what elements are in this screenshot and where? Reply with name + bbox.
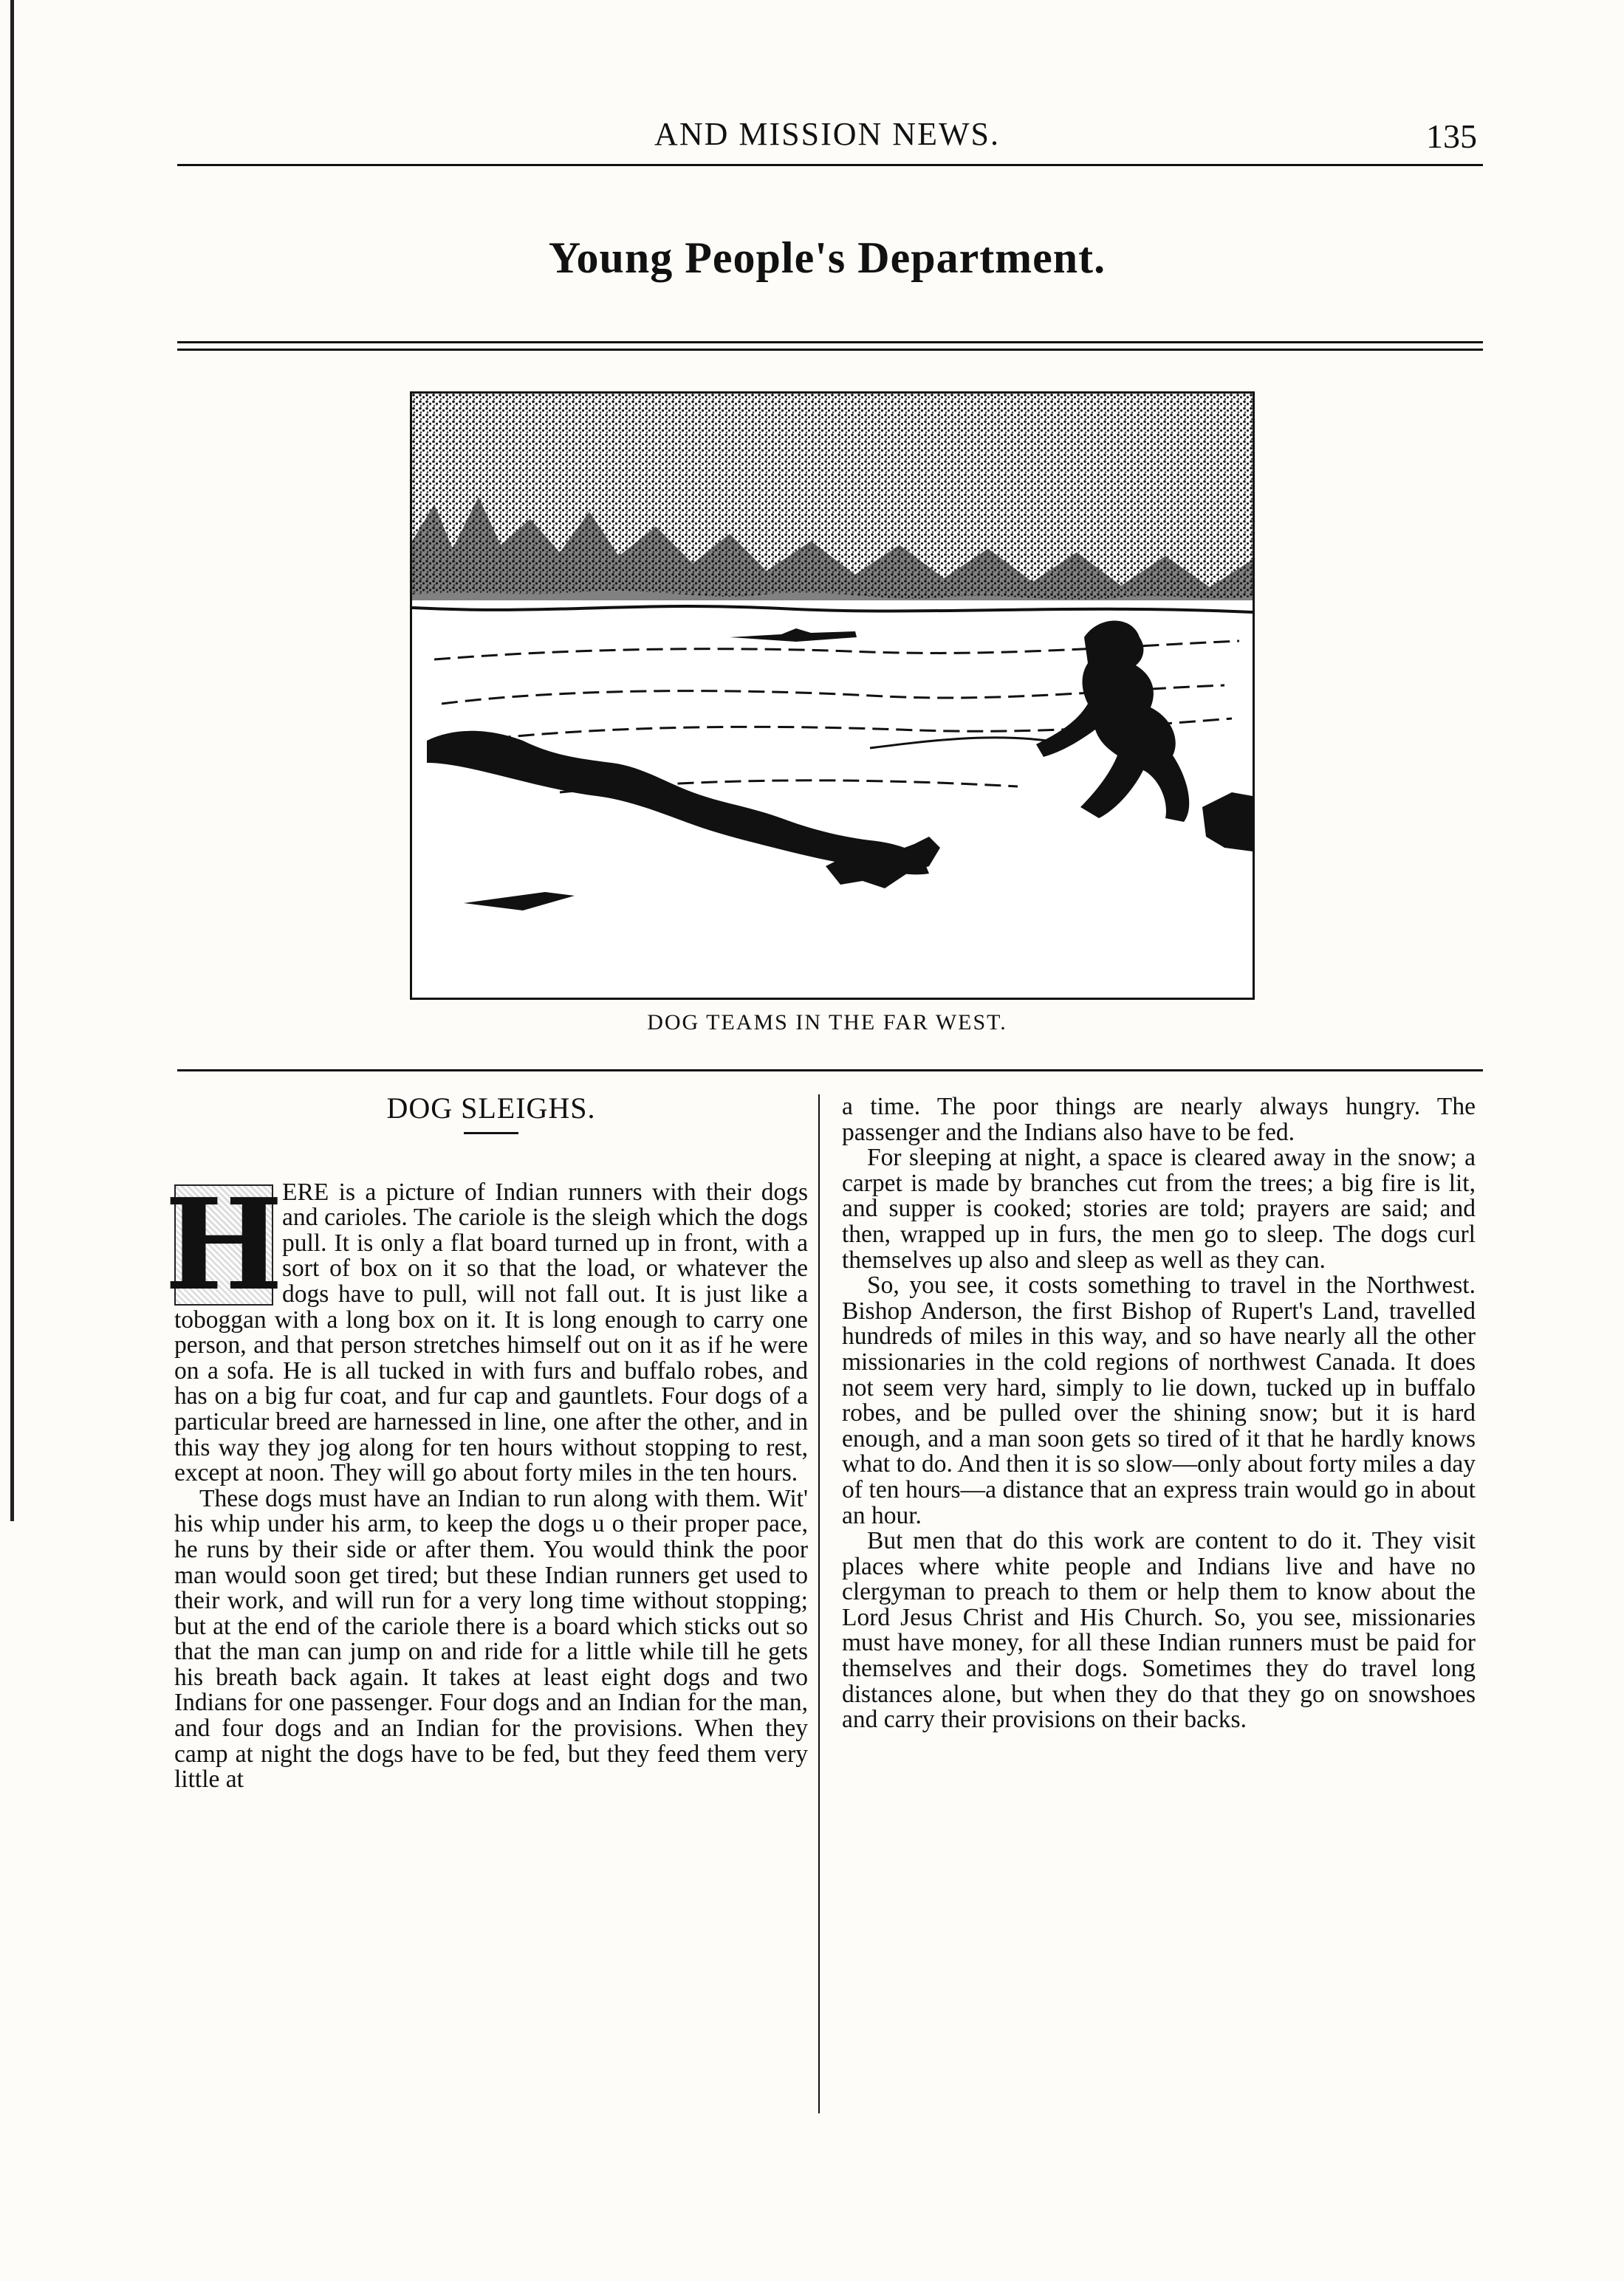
running-title: AND MISSION NEWS. — [654, 116, 1000, 152]
article-title: DOG SLEIGHS. — [386, 1091, 596, 1125]
dog-team-illustration — [410, 391, 1255, 1000]
caption-rule — [177, 1069, 1483, 1071]
department-title: Young People's Department. — [548, 233, 1106, 282]
drop-cap: H — [164, 1170, 284, 1319]
right-column — [842, 1094, 1476, 1733]
header-rule — [177, 164, 1483, 166]
paragraph-3: a time. The poor things are nearly always hungry. The passenger and the Indians also have to be fed. — [842, 1093, 1476, 1146]
running-head — [177, 109, 1477, 161]
dog-team-engraving — [412, 394, 1253, 998]
paragraph-6: But men that do this work are content to do it. They visit places where white people and Indians live and have no clergyman to preach to them or help them to know about the Lord Jesus Christ and His Church. So, you see, missionaries must have money, for all these Indian runners must be paid for themselves and their dogs. Sometimes they do travel long distances alone, but when they do that they go on snowshoes and carry their provisions on their backs. — [842, 1527, 1476, 1734]
page-edge — [10, 0, 14, 1521]
figure-caption: DOG TEAMS IN THE FAR WEST. — [647, 1010, 1007, 1035]
column-divider — [818, 1094, 820, 2113]
paragraph-2: These dogs must have an Indian to run along with them. Wit' his whip under his arm, to keep the dogs u o their proper pace, he runs by their side or after them. You would think the poor man would soon get tired; but these Indian runners get used to their work, and will run for a very long time without stopping; but at the end of the cariole there is a board which sticks out so that the man can jump on and ride for a little while till he gets his breath back again. It takes at least eight dogs and two Indians for one passenger. Four dogs and an Indian for the man, and four dogs and an Indian for the provisions. When they camp at night the dogs have to be fed, but they feed them very little at — [174, 1484, 808, 1794]
paragraph-4: For sleeping at night, a space is cleared away in the snow; a carpet is made by branches cut from the trees; a big fire is lit, and supper is cooked; stories are told; prayers are said; and then, wrapped up in furs, the men go to sleep. The dogs curl themselves up also and sleep as well as they can. — [842, 1144, 1476, 1274]
department-rule-top — [177, 341, 1483, 343]
page-number: 135 — [1426, 117, 1477, 155]
department-rule-bottom — [177, 349, 1483, 351]
paragraph-5: So, you see, it costs something to travel in the Northwest. Bishop Anderson, the first Bishop of Rupert's Land, travelled hundreds of miles in this way, and so have nearly all the other missionaries in the cold regions of northwest Canada. It does not seem very hard, simply to lie down, tucked up in buffalo robes, and be pulled over the shining snow; but it is hard enough, and a man soon gets so tired of it that he hardly knows what to do. And then it is so slow—only about forty miles a day of ten hours—a distance that an express train would go in about an hour. — [842, 1272, 1476, 1529]
paragraph-1 — [164, 1170, 808, 1487]
left-column — [164, 1091, 808, 1794]
title-dash — [464, 1132, 518, 1134]
paragraph-1-text: ERE is a picture of Indian runners with their dogs and carioles. The cariole is the sleigh which the dogs pull. It is only a flat board turned up in front, with a sort of box on it so that the load, or whatever the dogs have to pull, will not fall out. It is just like a toboggan with a long box on it. It is long enough to carry one person, and that person stretches himself out on it as if he were on a sofa. He is all tucked in with furs and buffalo robes, and has on a big fur coat, and fur cap and gauntlets. Four dogs of a particular breed are harnessed in line, one after the other, and in this way they jog along for ten hours without stopping to rest, except at noon. They will go about forty miles in the ten hours. — [174, 1178, 808, 1487]
